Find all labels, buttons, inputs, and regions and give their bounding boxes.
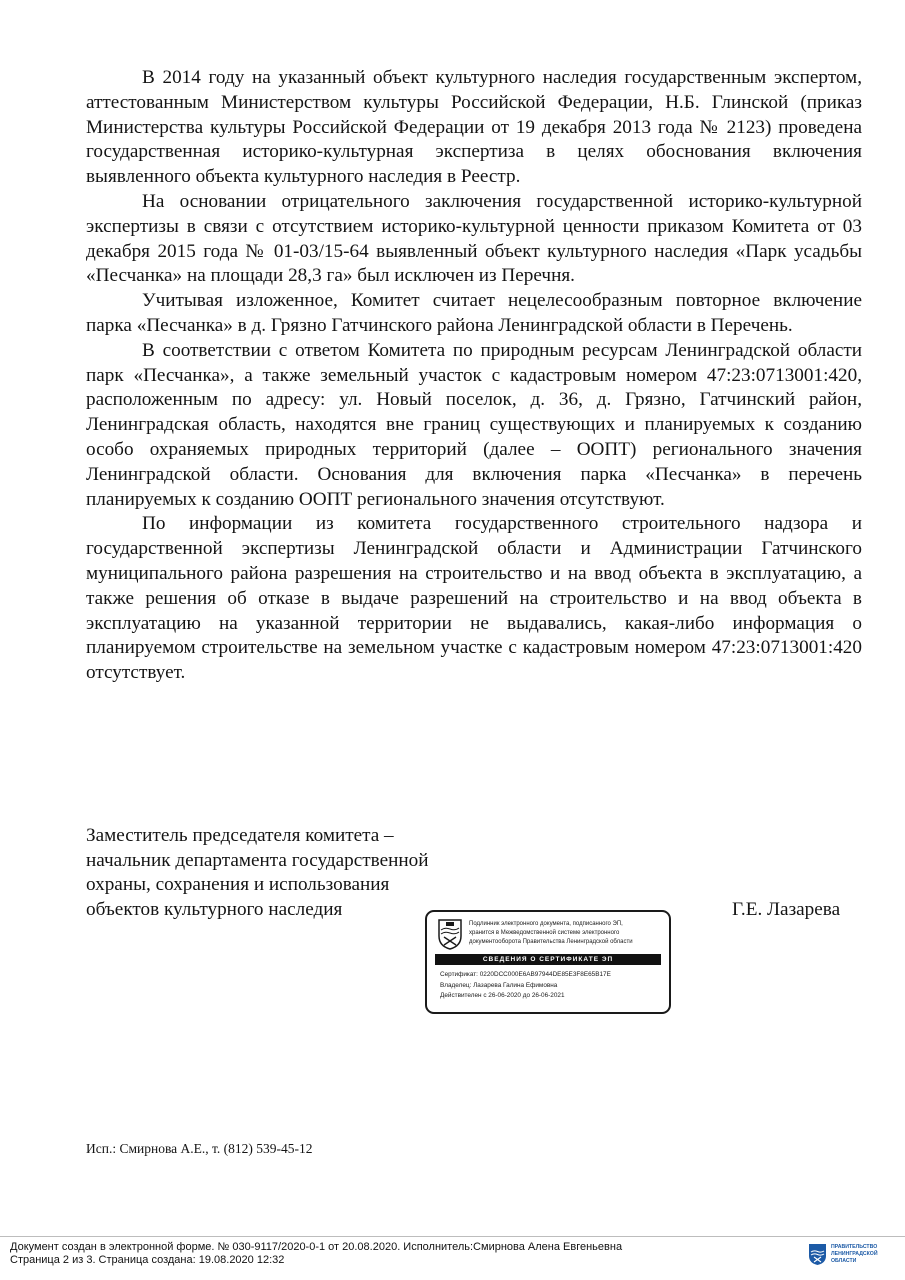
footer-document-info: Документ создан в электронной форме. № 030-9117/2020-0-1 от 20.08.2020. Исполнитель:Смирнова Алена Евгеньевна [10,1241,623,1253]
position-line: объектов культурного наследия [86,898,343,920]
paragraph-exclusion: На основании отрицательного заключения государственной историко-культурной экспертизы в связи с отсутствием историко-культурной ценности приказом Комитета от 03 декабря 2015 года № 01-03/15-64 выявленный объект культурного наследия «Парк усадьбы «Песчанка» на площади 28,3 га» был исключен из Перечня. [86,190,862,287]
certificate-details [440,970,665,1002]
position-line: охраны, сохранения и использования [86,874,390,896]
signatory-name: Г.Е. Лазарева [732,899,841,920]
stamp-header: СВЕДЕНИЯ О СЕРТИФИКАТЕ ЭП [435,954,661,965]
position-line: Заместитель председателя комитета – [86,825,394,846]
government-emblem-icon [808,1243,827,1266]
paragraph-nature-resources: В соответствии с ответом Комитета по природным ресурсам Ленинградской области парк «Песчанка», а также земельный участок с кадастровым номером 47:23:0713001:420, расположенным по адресу: ул. Новый поселок, д. 36, д. Грязно, Гатчинский район, Ленинградская область, находятся вне границ существующих и планируемых к созданию особо охраняемых природных территорий (далее – ООПТ) регионального значения Ленинградской области. Основания для включения парка «Песчанка» в перечень планируемых к созданию ООПТ регионального значения отсутствуют. [86,339,862,510]
footer-metadata [10,1241,622,1266]
stamp-note [469,920,665,947]
certificate-validity: Действителен с 26-06-2020 до 26-06-2021 [440,992,565,999]
certificate-owner: Владелец: Лазарева Галина Ефимовна [440,981,558,989]
executor-contact: Исп.: Смирнова А.Е., т. (812) 539-45-12 [86,1141,313,1156]
certificate-number: Сертификат: 0220DCC000E6AB97944DE85E3F8E65B17E [440,971,611,978]
government-logo [808,1243,898,1267]
government-logo-text [831,1244,878,1265]
stamp-note-line: Подлинник электронного документа, подписанного ЭП, [469,921,623,927]
letter-body [86,66,862,686]
paragraph-construction: По информации из комитета государственного строительного надзора и государственной экспертизы Ленинградской области и Администрации Гатчинского муниципального района разрешения на строительство и на ввод объекта в эксплуатацию, а также решения об отказе в выдаче разрешений на строительство и на ввод объекта в эксплуатацию на указанной территории не выдавались, какая-либо информация о планируемом строительстве на земельном участке с кадастровым номером 47:23:0713001:420 отсутствует. [86,513,862,684]
coat-of-arms-icon [437,918,463,950]
position-line: начальник департамента государственной [86,849,429,871]
logo-text-line: ПРАВИТЕЛЬСТВО [831,1244,878,1250]
footer-divider [0,1236,905,1237]
stamp-note-line: документооборота Правительства Ленинградской области [469,939,633,945]
footer-page-info: Страница 2 из 3. Страница создана: 19.08.2020 12:32 [10,1253,285,1266]
logo-text-line: ЛЕНИНГРАДСКОЙ [831,1251,878,1257]
paragraph-conclusion: Учитывая изложенное, Комитет считает нецелесообразным повторное включение парка «Песчанка» в д. Грязно Гатчинского района Ленинградской области в Перечень. [86,290,862,336]
digital-signature-stamp [425,910,671,1014]
stamp-note-line: хранится в Межведомственной системе электронного [469,930,620,936]
paragraph-expertise: В 2014 году на указанный объект культурного наследия государственным экспертом, аттестованным Министерством культуры Российской Федерации, Н.Б. Глинской (приказ Министерства культуры Российской Федерации от 19 декабря 2013 года № 2123) проведена государственная историко-культурная экспертиза в целях обоснования включения выявленного объекта культурного наследия в Реестр. [86,67,862,188]
signatory-position [86,824,506,922]
logo-text-line: ОБЛАСТИ [831,1258,857,1264]
